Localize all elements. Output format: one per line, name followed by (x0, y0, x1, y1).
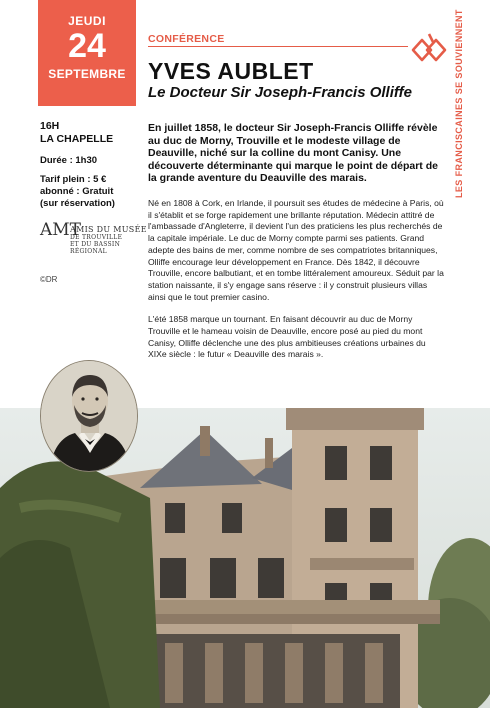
speaker-name: YVES AUBLET (148, 58, 314, 84)
partner-name-line3: ET DU BASSIN RÉGIONAL (70, 241, 121, 255)
event-duration: Durée : 1h30 (40, 155, 98, 166)
partner-name-line1: AMIS DU MUSÉE (70, 225, 147, 234)
article-body (148, 198, 446, 372)
price-full: Tarif plein : 5 € (40, 174, 107, 185)
date-day-number: 24 (68, 27, 106, 65)
photo-credit: ©DR (40, 275, 58, 284)
lead-paragraph: En juillet 1858, le docteur Sir Joseph-Francis Olliffe révèle au duc de Morny, Trouville et le modeste village de Deauville, niché sur la colline du mont Canisy. Une découverte déterminante qui marque le point de départ de la grande aventure du Deauville des marais. (148, 122, 438, 185)
event-category: CONFÉRENCE (148, 33, 225, 45)
practical-info (40, 120, 140, 210)
series-label: LES FRANCISCAINES SE SOUVIENNENT (454, 9, 464, 198)
body-paragraph: L'été 1858 marque un tournant. En faisant découvrir au duc de Morny Trouville et le hameau voisin de Deauville, encore posé au pied du mont Canisy, Olliffe déclenche une des plus ambitieuses créations urbaines du XIXe siècle : le futur « Deauville des marais ». (148, 314, 426, 360)
date-badge (38, 0, 136, 106)
partner-logo (40, 220, 147, 255)
portrait-photo (40, 360, 138, 472)
partner-name-line2: DE TROUVILLE (70, 234, 123, 241)
date-day-name: JEUDI (68, 14, 106, 28)
partner-name (70, 225, 150, 255)
body-paragraph: Né en 1808 à Cork, en Irlande, il poursuit ses études de médecine à Paris, où il s'établit et se forge rapidement une brillante réputation. Médecin attitré de l'ambassade d'Angleterre, il devient l'un des praticiens les plus recherchés de la capitale impériale. Le duc de Morny compte parmi ses patients. Grand adepte des bains de mer, comme nombre de ses compatriotes britanniques, Olliffe encourage leur développement en France. Dès 1842, il découvre Trouville, encore balbutiant, et en tombe littéralement amoureux. Séduit par la station naissante, il s'y engage sans réserve : il y construit plusieurs villas ainsi que le tout premier casino. (148, 198, 444, 302)
price-reservation: (sur réservation) (40, 198, 115, 209)
event-place: LA CHAPELLE (40, 133, 114, 145)
category-rule (148, 46, 408, 47)
event-title: Le Docteur Sir Joseph-Francis Olliffe (148, 84, 412, 101)
franciscaines-logo-icon (410, 30, 448, 70)
event-price (40, 174, 140, 210)
event-time: 16H (40, 120, 60, 132)
price-member: abonné : Gratuit (40, 186, 114, 197)
partner-logo-mark: AMT (40, 220, 82, 240)
date-month: SEPTEMBRE (48, 67, 126, 81)
